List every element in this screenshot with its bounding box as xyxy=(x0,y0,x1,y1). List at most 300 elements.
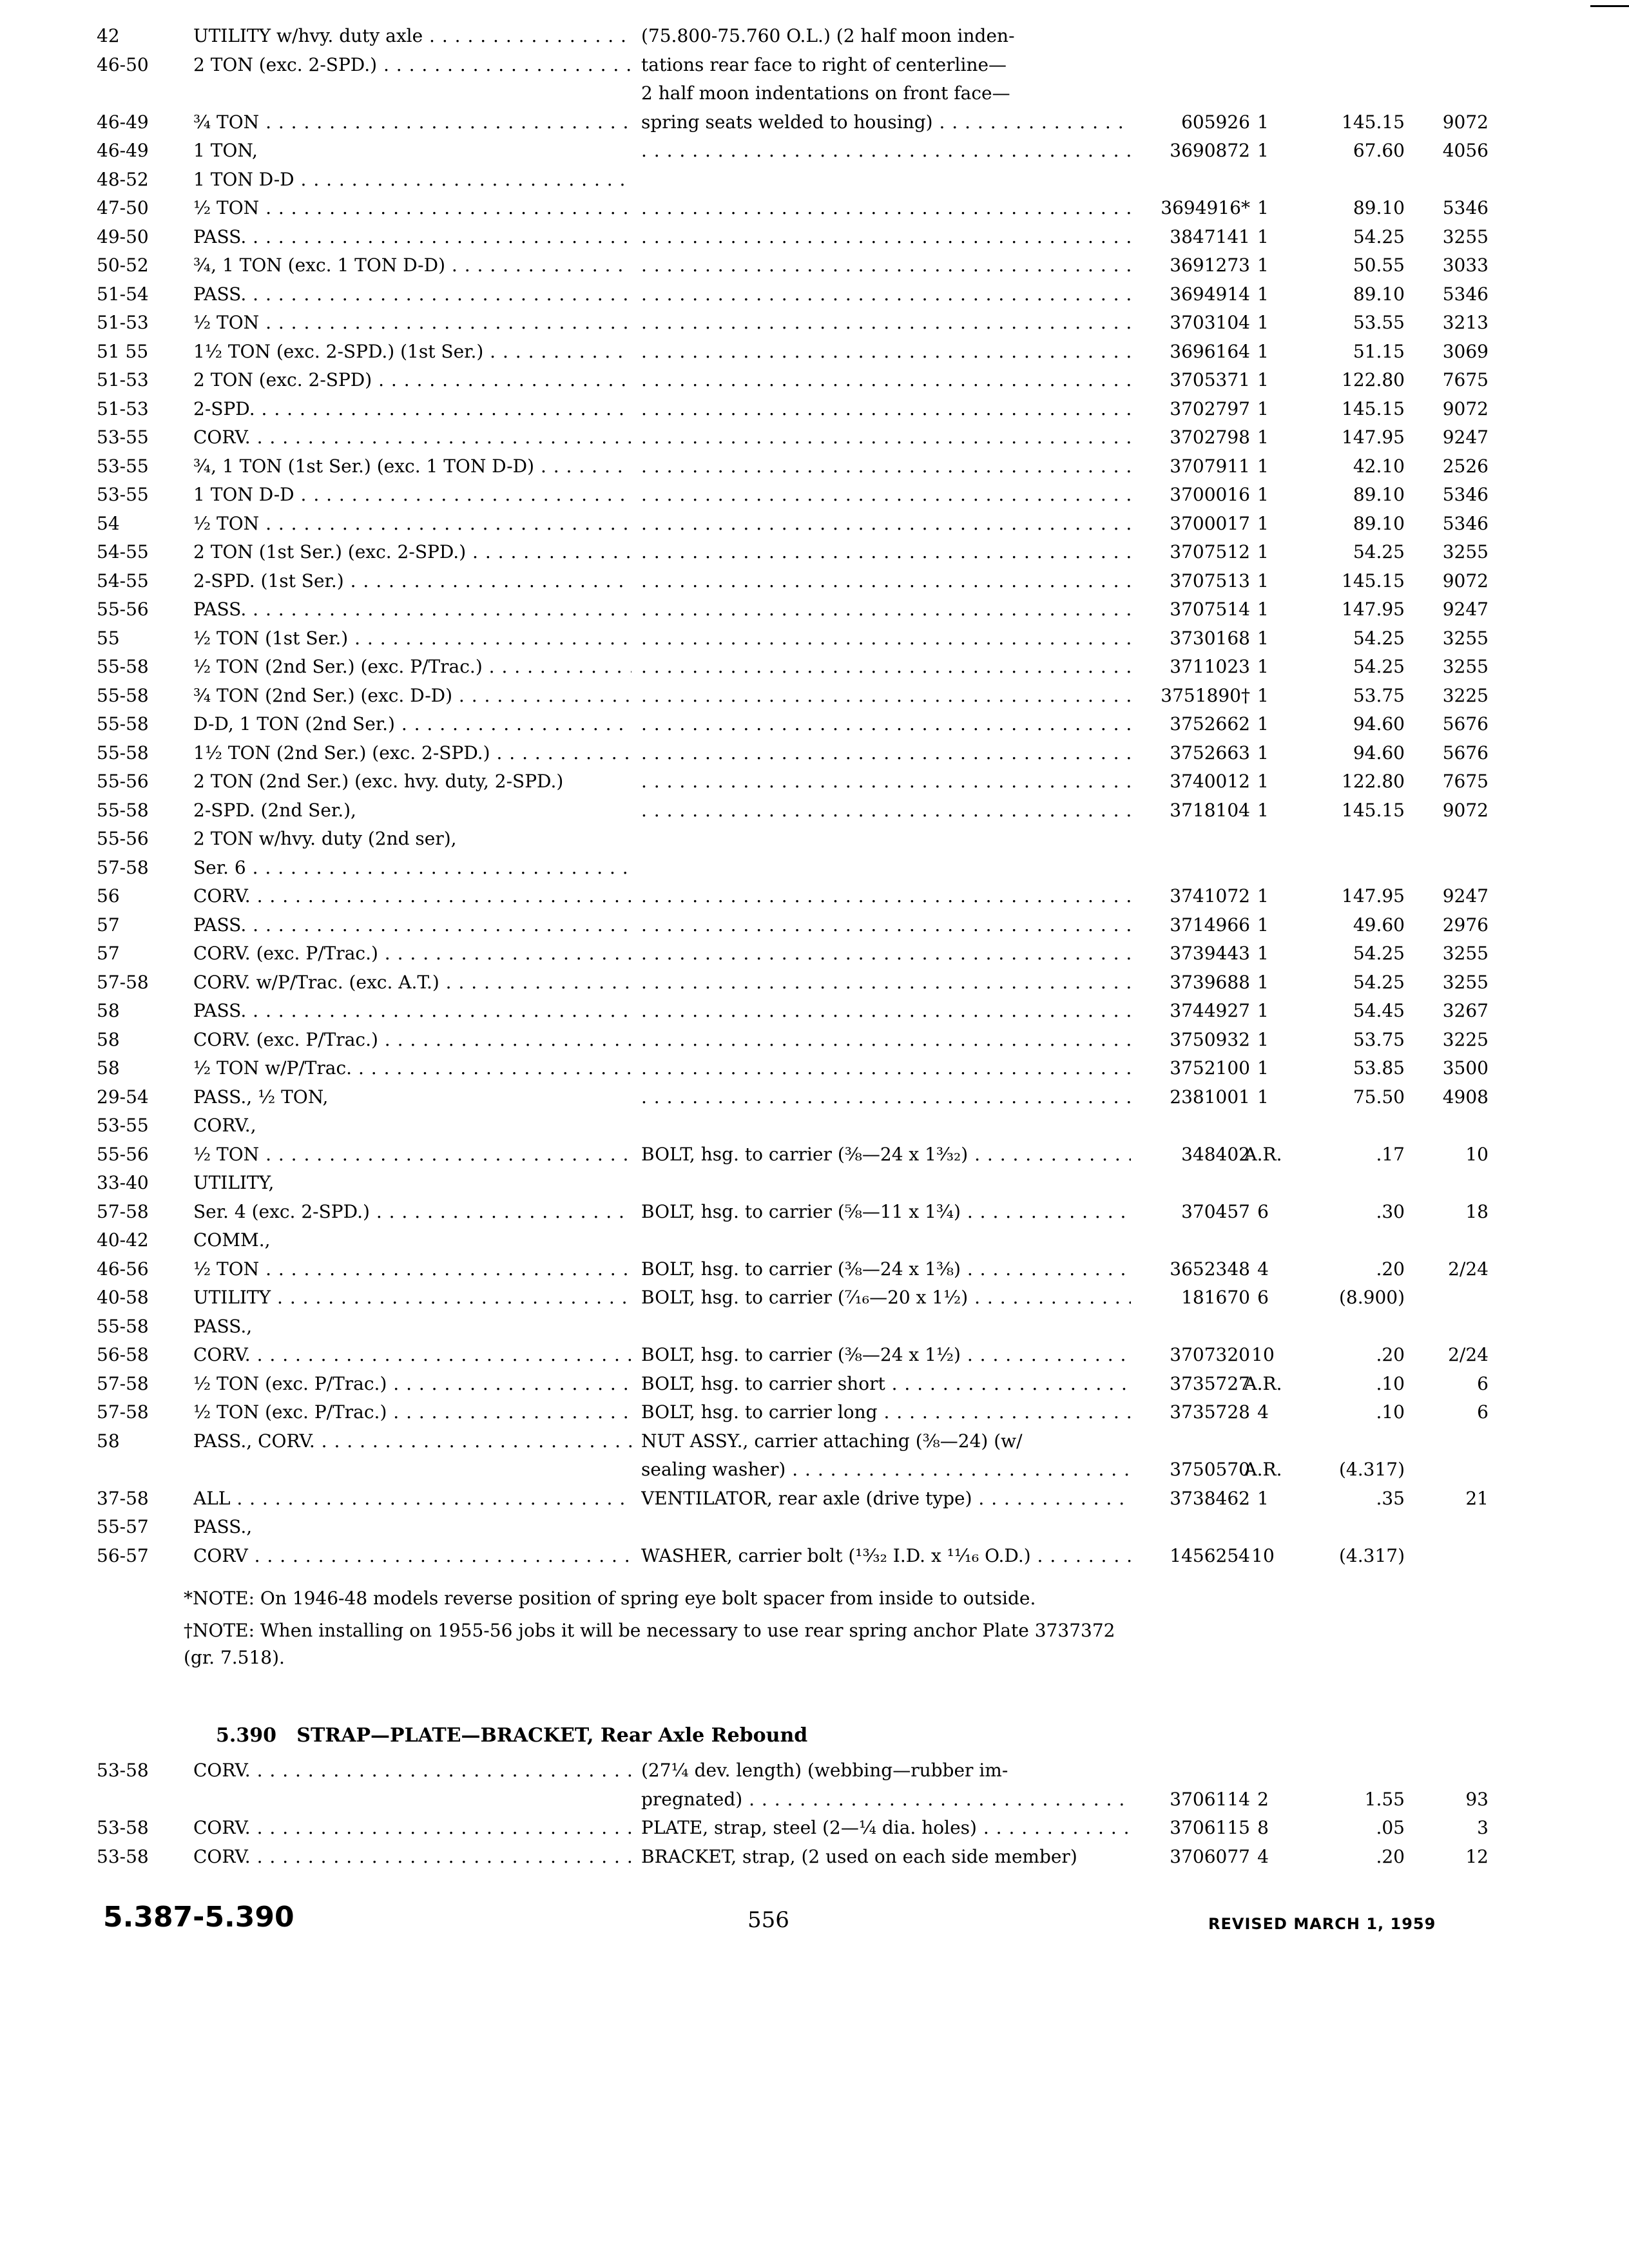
price-cell-text: 67.60 xyxy=(1353,140,1405,161)
weight-cell-text: 4908 xyxy=(1442,1086,1489,1108)
table-row xyxy=(0,1814,1629,1842)
part-number-cell-text: 3741072 xyxy=(1170,885,1250,907)
table-row xyxy=(0,1341,1629,1369)
year-cell xyxy=(97,1054,180,1082)
quantity-cell xyxy=(1224,309,1302,337)
quantity-cell-text: 4 xyxy=(1257,1258,1269,1280)
price-cell xyxy=(1302,309,1405,337)
model-cell xyxy=(193,1542,631,1570)
weight-cell-text: 3267 xyxy=(1442,1000,1489,1021)
quantity-cell-text: 1 xyxy=(1257,684,1269,706)
quantity-cell-text: 1 xyxy=(1257,1086,1269,1108)
weight-cell xyxy=(1398,997,1489,1025)
description-cell-text xyxy=(641,599,1131,620)
model-cell xyxy=(193,1054,631,1082)
quantity-cell xyxy=(1224,653,1302,681)
model-cell xyxy=(193,423,631,452)
model-cell-text: 2 TON (2nd Ser.) (exc. hvy. duty, 2-SPD.) xyxy=(193,771,564,792)
table-row xyxy=(0,1169,1629,1197)
table-row xyxy=(0,1542,1629,1570)
weight-cell xyxy=(1398,653,1489,681)
year-cell-text: 55-58 xyxy=(97,684,149,706)
year-cell-text: 58 xyxy=(97,1057,120,1079)
description-cell xyxy=(641,968,1131,997)
part-number-cell-text: 3707320 xyxy=(1170,1344,1250,1365)
description-cell xyxy=(641,251,1131,280)
table-row xyxy=(0,567,1629,595)
description-cell xyxy=(641,767,1131,796)
year-cell-text: 49-50 xyxy=(97,226,149,247)
description-cell-text xyxy=(641,427,1131,448)
weight-cell xyxy=(1398,1255,1489,1283)
weight-cell-text: 9247 xyxy=(1442,599,1489,620)
model-cell xyxy=(193,1083,631,1111)
year-cell-text: 58 xyxy=(97,1430,120,1452)
description-cell xyxy=(641,1427,1131,1456)
weight-cell xyxy=(1398,939,1489,968)
table-row xyxy=(0,251,1629,280)
quantity-cell xyxy=(1224,1370,1302,1398)
price-cell-text: 53.55 xyxy=(1353,312,1405,333)
quantity-cell xyxy=(1224,223,1302,251)
model-cell-text: ½ TON (exc. P/Trac.) . . . xyxy=(193,1373,631,1394)
year-cell-text: 40-58 xyxy=(97,1287,149,1308)
description-cell-text xyxy=(641,140,1131,161)
year-cell-text: 53-58 xyxy=(97,1817,149,1838)
price-cell-text: 54.25 xyxy=(1353,656,1405,677)
description-cell xyxy=(641,1456,1131,1484)
weight-cell xyxy=(1398,510,1489,538)
part-number-cell-text: 3691273 xyxy=(1170,255,1250,276)
model-cell xyxy=(193,1169,631,1197)
year-cell xyxy=(97,166,180,194)
quantity-cell xyxy=(1224,796,1302,825)
weight-cell-text: 3213 xyxy=(1442,312,1489,333)
model-cell xyxy=(193,796,631,825)
quantity-cell-text: 1 xyxy=(1257,914,1269,936)
weight-cell-text: 10 xyxy=(1465,1143,1489,1165)
price-cell-text: 145.15 xyxy=(1342,570,1405,591)
price-cell xyxy=(1302,1542,1405,1570)
price-cell-text: 1.55 xyxy=(1364,1788,1405,1810)
description-cell xyxy=(641,1255,1131,1283)
description-cell-text xyxy=(641,1057,1131,1079)
table-row xyxy=(0,1456,1629,1484)
year-cell xyxy=(97,1283,180,1312)
weight-cell xyxy=(1398,423,1489,452)
quantity-cell-text: 1 xyxy=(1257,455,1269,477)
weight-cell-text: 3033 xyxy=(1442,255,1489,276)
year-cell xyxy=(97,1398,180,1427)
price-cell-text: 54.45 xyxy=(1353,1000,1405,1021)
part-number-cell-text: 3706114 xyxy=(1170,1788,1250,1810)
price-cell xyxy=(1302,796,1405,825)
weight-cell xyxy=(1398,452,1489,481)
part-number-cell-text: 3735727 xyxy=(1170,1372,1250,1394)
quantity-cell xyxy=(1224,1083,1302,1111)
weight-cell xyxy=(1398,1843,1489,1871)
description-cell xyxy=(641,395,1131,423)
model-cell xyxy=(193,1398,631,1427)
table-row xyxy=(0,1370,1629,1398)
model-cell-text: ½ TON (2nd Ser.) (exc. P/Trac.) . . . xyxy=(193,656,631,677)
model-cell-text: CORV. . . . xyxy=(193,1344,631,1365)
price-cell xyxy=(1302,423,1405,452)
model-cell-text: PASS. . . . xyxy=(193,914,631,936)
quantity-cell-text: 1 xyxy=(1257,771,1269,792)
description-cell-text: BOLT, hsg. to carrier (⁷⁄₁₆—20 x 1½) . . . xyxy=(641,1287,1131,1308)
description-cell-text xyxy=(641,943,1131,964)
model-cell-text: 2 TON w/hvy. duty (2nd ser), xyxy=(193,828,457,849)
table-row xyxy=(0,1513,1629,1541)
quantity-cell xyxy=(1224,567,1302,595)
quantity-cell xyxy=(1224,538,1302,566)
model-cell-text: 1 TON D-D . . . xyxy=(193,484,631,505)
quantity-cell xyxy=(1224,510,1302,538)
year-cell-text: 53-58 xyxy=(97,1845,149,1867)
description-cell xyxy=(641,79,1131,108)
year-cell xyxy=(97,682,180,710)
model-cell-text: ½ TON . . . xyxy=(193,312,631,333)
description-cell xyxy=(641,939,1131,968)
table-row xyxy=(0,452,1629,481)
part-number-cell-text: 3707514 xyxy=(1170,599,1250,620)
model-cell-text: ¾ TON (2nd Ser.) (exc. D-D) . . . xyxy=(193,685,631,706)
model-cell-text: PASS. . . . xyxy=(193,226,631,247)
price-cell xyxy=(1302,338,1405,366)
year-cell xyxy=(97,1026,180,1054)
description-cell-text: NUT ASSY., carrier attaching (⅜—24) (w/ xyxy=(641,1430,1023,1452)
year-cell-text: 55-58 xyxy=(97,742,149,764)
description-cell xyxy=(641,194,1131,222)
weight-cell-text: 21 xyxy=(1465,1487,1489,1509)
weight-cell xyxy=(1398,395,1489,423)
weight-cell xyxy=(1398,567,1489,595)
year-cell-text: 53-55 xyxy=(97,484,149,505)
description-cell xyxy=(641,1756,1131,1785)
price-cell-text: .17 xyxy=(1376,1143,1405,1165)
weight-cell-text: 5676 xyxy=(1442,713,1489,735)
description-cell-text xyxy=(641,312,1131,333)
year-cell-text: 46-49 xyxy=(97,111,149,133)
year-cell xyxy=(97,338,180,366)
quantity-cell xyxy=(1224,137,1302,165)
description-cell xyxy=(641,452,1131,481)
quantity-cell xyxy=(1224,1026,1302,1054)
part-number-cell-text: 3751890† xyxy=(1161,684,1250,706)
model-cell-text: CORV. . . . xyxy=(193,427,631,448)
description-cell-text xyxy=(641,197,1131,218)
price-cell xyxy=(1302,1140,1405,1169)
quantity-cell xyxy=(1224,1814,1302,1842)
model-cell xyxy=(193,452,631,481)
table-row xyxy=(0,538,1629,566)
quantity-cell-text: 1 xyxy=(1257,255,1269,276)
model-cell-text: COMM., xyxy=(193,1229,271,1251)
model-cell-text: ½ TON . . . xyxy=(193,1144,631,1165)
price-cell xyxy=(1302,1341,1405,1369)
weight-cell-text: 3069 xyxy=(1442,340,1489,362)
model-cell xyxy=(193,166,631,194)
description-cell-text xyxy=(641,1086,1131,1108)
price-cell xyxy=(1302,1255,1405,1283)
quantity-cell xyxy=(1224,911,1302,939)
weight-cell xyxy=(1398,882,1489,910)
year-cell xyxy=(97,1255,180,1283)
weight-cell xyxy=(1398,1054,1489,1082)
description-cell-text: BRACKET, strap, (2 used on each side member) xyxy=(641,1845,1077,1867)
description-cell-text: BOLT, hsg. to carrier short . . . xyxy=(641,1373,1131,1394)
part-number-cell-text: 3707513 xyxy=(1170,570,1250,591)
table-row xyxy=(0,338,1629,366)
description-cell-text xyxy=(641,513,1131,534)
model-cell xyxy=(193,882,631,910)
year-cell xyxy=(97,1370,180,1398)
part-number-cell-text: 3700016 xyxy=(1170,484,1250,505)
weight-cell xyxy=(1398,968,1489,997)
description-cell-text xyxy=(641,742,1131,764)
footer-revision-date: REVISED MARCH 1, 1959 xyxy=(1208,1915,1436,1933)
model-cell-text: CORV. (exc. P/Trac.) . . . xyxy=(193,943,631,964)
year-cell-text: 53-55 xyxy=(97,455,149,477)
year-cell-text: 40-42 xyxy=(97,1229,149,1251)
price-cell xyxy=(1302,653,1405,681)
description-cell xyxy=(641,567,1131,595)
quantity-cell xyxy=(1224,423,1302,452)
description-cell-text: VENTILATOR, rear axle (drive type) . . . xyxy=(641,1488,1131,1509)
price-cell xyxy=(1302,194,1405,222)
model-cell-text: 1 TON, xyxy=(193,140,258,161)
quantity-cell-text: 1 xyxy=(1257,398,1269,419)
model-cell-text: ¾ TON . . . xyxy=(193,111,631,133)
year-cell xyxy=(97,1427,180,1456)
description-cell-text: tations rear face to right of centerline— xyxy=(641,53,1007,75)
year-cell-text: 42 xyxy=(97,25,120,46)
year-cell-text: 37-58 xyxy=(97,1487,149,1509)
model-cell-text: CORV. w/P/Trac. (exc. A.T.) . . . xyxy=(193,972,631,993)
corner-rule xyxy=(1590,5,1629,7)
year-cell xyxy=(97,825,180,853)
quantity-cell xyxy=(1224,280,1302,309)
quantity-cell xyxy=(1224,1198,1302,1226)
price-cell xyxy=(1302,567,1405,595)
quantity-cell-text: 1 xyxy=(1257,340,1269,362)
price-cell-text: .20 xyxy=(1376,1344,1405,1365)
quantity-cell-text: 10 xyxy=(1251,1344,1275,1365)
description-cell xyxy=(641,882,1131,910)
year-cell xyxy=(97,309,180,337)
price-cell xyxy=(1302,939,1405,968)
description-cell-text xyxy=(641,541,1131,562)
year-cell xyxy=(97,1485,180,1513)
quantity-cell-text: 1 xyxy=(1257,971,1269,993)
price-cell-text: 53.75 xyxy=(1353,684,1405,706)
model-cell-text: PASS., xyxy=(193,1516,253,1537)
description-cell-text xyxy=(641,771,1131,792)
weight-cell xyxy=(1398,1083,1489,1111)
year-cell xyxy=(97,395,180,423)
table-row xyxy=(0,1312,1629,1341)
table-row xyxy=(0,366,1629,394)
price-cell-text: 54.25 xyxy=(1353,627,1405,649)
table-row xyxy=(0,1054,1629,1082)
weight-cell xyxy=(1398,710,1489,738)
year-cell xyxy=(97,137,180,165)
price-cell xyxy=(1302,710,1405,738)
quantity-cell-text: 1 xyxy=(1257,283,1269,305)
weight-cell xyxy=(1398,624,1489,653)
price-cell xyxy=(1302,682,1405,710)
weight-cell-text: 3255 xyxy=(1442,627,1489,649)
table-row xyxy=(0,1226,1629,1254)
year-cell xyxy=(97,510,180,538)
price-cell-text: 50.55 xyxy=(1353,255,1405,276)
part-number-cell-text: 3752662 xyxy=(1170,713,1250,735)
price-cell-text: .30 xyxy=(1376,1200,1405,1222)
part-number-cell-text: 3714966 xyxy=(1170,914,1250,936)
year-cell-text: 55-58 xyxy=(97,713,149,735)
description-cell-text: (75.800-75.760 O.L.) (2 half moon inden- xyxy=(641,25,1015,46)
description-cell-text xyxy=(641,226,1131,247)
model-cell-text: 2-SPD. (2nd Ser.), xyxy=(193,799,356,821)
quantity-cell xyxy=(1224,882,1302,910)
quantity-cell xyxy=(1224,997,1302,1025)
weight-cell xyxy=(1398,1814,1489,1842)
table-row xyxy=(0,1255,1629,1283)
table-row xyxy=(0,1427,1629,1456)
model-cell xyxy=(193,108,631,137)
part-number-cell-text: 2381001 xyxy=(1170,1086,1250,1108)
price-cell xyxy=(1302,1083,1405,1111)
year-cell-text: 58 xyxy=(97,1000,120,1021)
year-cell-text: 56-57 xyxy=(97,1544,149,1566)
year-cell xyxy=(97,223,180,251)
price-cell-text: 51.15 xyxy=(1353,340,1405,362)
price-cell xyxy=(1302,997,1405,1025)
table-row xyxy=(0,682,1629,710)
year-cell xyxy=(97,739,180,767)
price-cell-text: 94.60 xyxy=(1353,713,1405,735)
price-cell xyxy=(1302,452,1405,481)
description-cell xyxy=(641,22,1131,50)
description-cell-text xyxy=(641,972,1131,993)
quantity-cell-text: A.R. xyxy=(1244,1143,1282,1165)
model-cell xyxy=(193,854,631,882)
price-cell xyxy=(1302,137,1405,165)
weight-cell xyxy=(1398,1370,1489,1398)
description-cell-text xyxy=(641,628,1131,649)
price-cell xyxy=(1302,251,1405,280)
table-row xyxy=(0,1398,1629,1427)
weight-cell xyxy=(1398,1341,1489,1369)
weight-cell xyxy=(1398,1198,1489,1226)
description-cell-text: (27¼ dev. length) (webbing—rubber im- xyxy=(641,1760,1008,1781)
description-cell-text xyxy=(641,656,1131,677)
model-cell xyxy=(193,510,631,538)
description-cell xyxy=(641,137,1131,165)
model-cell-text: 2 TON (exc. 2-SPD) . . . xyxy=(193,369,631,390)
part-number-cell-text: 3744927 xyxy=(1170,1000,1250,1021)
model-cell xyxy=(193,251,631,280)
year-cell-text: 55-58 xyxy=(97,1315,149,1337)
quantity-cell xyxy=(1224,939,1302,968)
description-cell xyxy=(641,1140,1131,1169)
weight-cell xyxy=(1398,595,1489,624)
quantity-cell-text: 1 xyxy=(1257,1000,1269,1021)
weight-cell xyxy=(1398,1140,1489,1169)
year-cell-text: 57 xyxy=(97,914,120,936)
note-dagger: †NOTE: When installing on 1955-56 jobs it will be necessary to use rear spring anchor Plate 3737372 (gr. 7.518). xyxy=(184,1620,1115,1668)
year-cell xyxy=(97,595,180,624)
description-cell xyxy=(641,653,1131,681)
price-cell-text: (4.317) xyxy=(1338,1544,1405,1566)
quantity-cell-text: A.R. xyxy=(1244,1459,1282,1480)
weight-cell-text: 2/24 xyxy=(1448,1344,1489,1365)
quantity-cell-text: 1 xyxy=(1257,1028,1269,1050)
year-cell xyxy=(97,1140,180,1169)
price-cell-text: 147.95 xyxy=(1342,885,1405,907)
model-cell-text: UTILITY, xyxy=(193,1172,275,1193)
year-cell-text: 55-58 xyxy=(97,799,149,821)
quantity-cell xyxy=(1224,1398,1302,1427)
quantity-cell-text: 1 xyxy=(1257,541,1269,562)
year-cell xyxy=(97,280,180,309)
model-cell xyxy=(193,653,631,681)
price-cell-text: 49.60 xyxy=(1353,914,1405,936)
price-cell xyxy=(1302,1843,1405,1871)
model-cell xyxy=(193,1111,631,1140)
model-cell-text: 1½ TON (exc. 2-SPD.) (1st Ser.) . . . xyxy=(193,341,631,362)
description-cell xyxy=(641,108,1131,137)
price-cell xyxy=(1302,739,1405,767)
quantity-cell xyxy=(1224,452,1302,481)
year-cell-text: 55-58 xyxy=(97,656,149,677)
weight-cell-text: 12 xyxy=(1465,1845,1489,1867)
description-cell-text xyxy=(641,685,1131,706)
part-number-cell-text: 3652348 xyxy=(1170,1258,1250,1280)
model-cell xyxy=(193,538,631,566)
quantity-cell xyxy=(1224,108,1302,137)
table-row xyxy=(0,309,1629,337)
description-cell xyxy=(641,538,1131,566)
description-cell-text xyxy=(641,284,1131,305)
price-cell-text: 54.25 xyxy=(1353,971,1405,993)
year-cell-text: 55 xyxy=(97,627,120,649)
price-cell-text: .05 xyxy=(1376,1817,1405,1838)
table-row xyxy=(0,510,1629,538)
part-number-cell-text: 3750570 xyxy=(1170,1459,1250,1480)
model-cell xyxy=(193,682,631,710)
part-number-cell-text: 370457 xyxy=(1181,1200,1250,1222)
description-cell-text xyxy=(641,713,1131,735)
weight-cell xyxy=(1398,1026,1489,1054)
price-cell xyxy=(1302,1485,1405,1513)
year-cell-text: 57 xyxy=(97,943,120,964)
quantity-cell-text: 1 xyxy=(1257,140,1269,161)
weight-cell-text: 9247 xyxy=(1442,427,1489,448)
price-cell xyxy=(1302,510,1405,538)
model-cell-text: CORV. . . . xyxy=(193,885,631,907)
year-cell xyxy=(97,251,180,280)
quantity-cell xyxy=(1224,395,1302,423)
description-cell-text: BOLT, hsg. to carrier long . . . xyxy=(641,1401,1131,1423)
description-cell-text: pregnated) . . . xyxy=(641,1789,1131,1810)
table-row xyxy=(0,194,1629,222)
part-number-cell-text: 3735728 xyxy=(1170,1401,1250,1423)
weight-cell-text: 9072 xyxy=(1442,111,1489,133)
quantity-cell-text: 1 xyxy=(1257,943,1269,964)
model-cell xyxy=(193,997,631,1025)
